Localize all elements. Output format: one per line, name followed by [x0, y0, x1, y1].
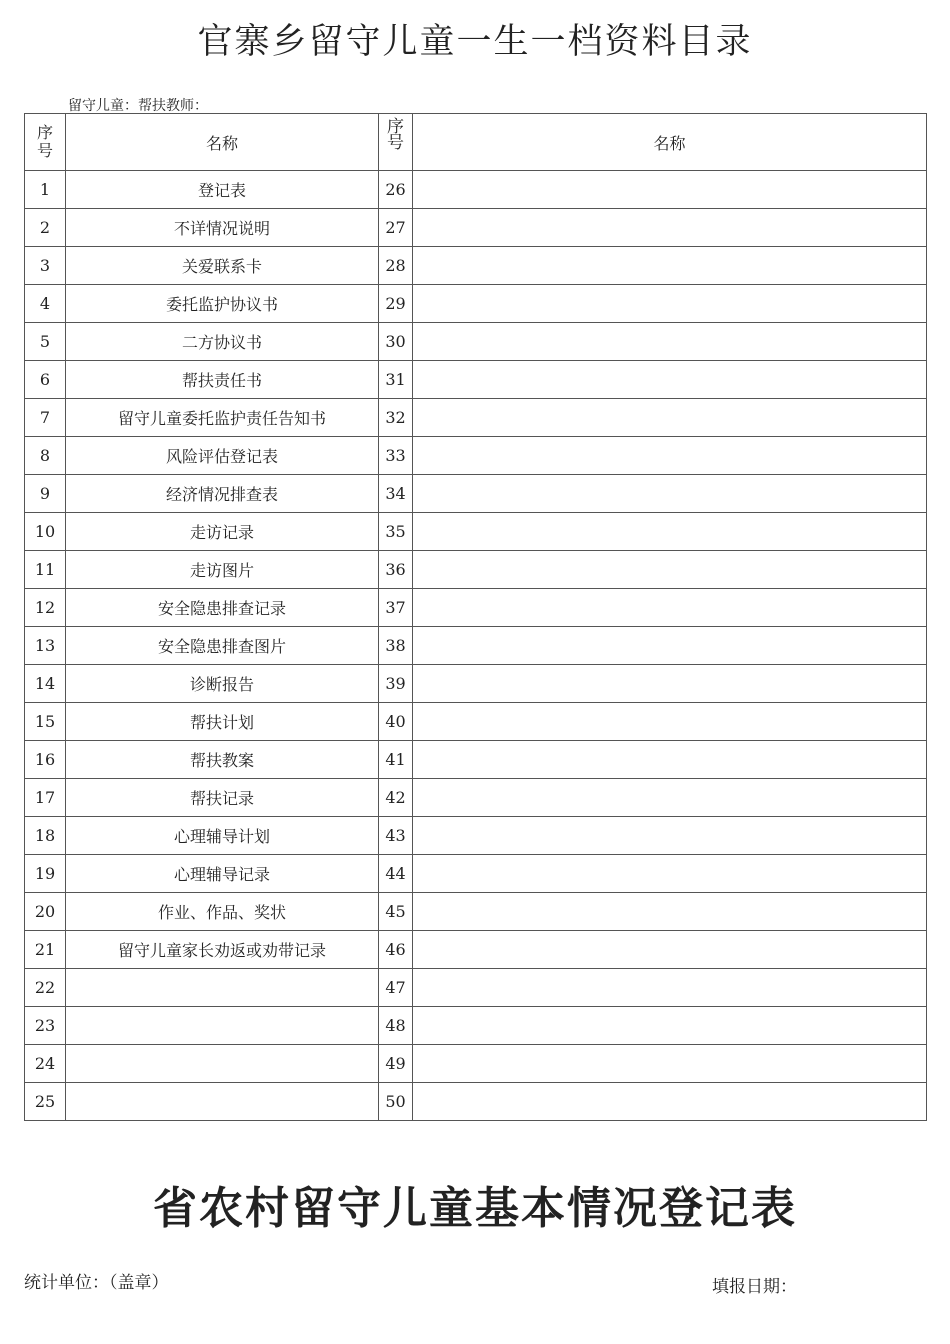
seq-cell-left: 25 [25, 1083, 66, 1121]
table-row [25, 855, 927, 893]
table-row [25, 1083, 927, 1121]
seq-cell-right: 39 [379, 665, 413, 703]
name-cell-left: 不详情况说明 [66, 209, 379, 247]
seq-cell-left: 11 [25, 551, 66, 589]
name-cell-left [66, 969, 379, 1007]
seq-cell-right: 44 [379, 855, 413, 893]
seq-cell-left: 4 [25, 285, 66, 323]
name-cell-right [413, 779, 927, 817]
seq-cell-right: 37 [379, 589, 413, 627]
name-cell-left: 帮扶记录 [66, 779, 379, 817]
seq-cell-left: 15 [25, 703, 66, 741]
name-cell-right [413, 1007, 927, 1045]
name-cell-right [413, 855, 927, 893]
seq-cell-right: 36 [379, 551, 413, 589]
seq-cell-right: 47 [379, 969, 413, 1007]
name-cell-right [413, 285, 927, 323]
table-row [25, 589, 927, 627]
registration-form-title: 省农村留守儿童基本情况登记表 [153, 1183, 797, 1234]
name-cell-left: 帮扶计划 [66, 703, 379, 741]
table-row [25, 437, 927, 475]
seq-cell-left: 3 [25, 247, 66, 285]
statistics-unit-label: 统计单位：（盖章） [24, 1273, 169, 1293]
name-cell-right [413, 931, 927, 969]
table-row [25, 551, 927, 589]
name-cell-right [413, 437, 927, 475]
name-cell-left: 关爱联系卡 [66, 247, 379, 285]
fill-date-label: 填报日期： [712, 1277, 797, 1297]
seq-cell-right: 42 [379, 779, 413, 817]
page-title: 官寨乡留守儿童一生一档资料目录 [197, 22, 753, 62]
name-cell-right [413, 589, 927, 627]
table-row [25, 323, 927, 361]
name-cell-right [413, 1083, 927, 1121]
table-row [25, 665, 927, 703]
name-cell-left: 帮扶责任书 [66, 361, 379, 399]
name-cell-left: 风险评估登记表 [66, 437, 379, 475]
seq-cell-right: 30 [379, 323, 413, 361]
seq-cell-left: 7 [25, 399, 66, 437]
seq-cell-right: 26 [379, 171, 413, 209]
table-row [25, 171, 927, 209]
seq-cell-left: 16 [25, 741, 66, 779]
seq-cell-right: 41 [379, 741, 413, 779]
name-cell-right [413, 703, 927, 741]
name-cell-right [413, 969, 927, 1007]
name-cell-left: 安全隐患排查图片 [66, 627, 379, 665]
table-header-row [25, 114, 927, 171]
name-cell-right [413, 627, 927, 665]
seq-cell-left: 6 [25, 361, 66, 399]
name-cell-left: 安全隐患排查记录 [66, 589, 379, 627]
name-cell-left: 帮扶教案 [66, 741, 379, 779]
name-cell-left [66, 1083, 379, 1121]
name-cell-right [413, 741, 927, 779]
seq-cell-left: 1 [25, 171, 66, 209]
seq-cell-right: 27 [379, 209, 413, 247]
name-cell-left: 留守儿童委托监护责任告知书 [66, 399, 379, 437]
name-cell-right [413, 399, 927, 437]
seq-cell-right: 32 [379, 399, 413, 437]
child-teacher-line: 留守儿童：帮扶教师： [68, 98, 208, 114]
seq-cell-left: 5 [25, 323, 66, 361]
name-cell-right [413, 551, 927, 589]
seq-cell-left: 23 [25, 1007, 66, 1045]
name-cell-right [413, 513, 927, 551]
table-row [25, 627, 927, 665]
seq-cell-right: 34 [379, 475, 413, 513]
seq-cell-left: 24 [25, 1045, 66, 1083]
seq-cell-right: 28 [379, 247, 413, 285]
name-cell-left: 心理辅导计划 [66, 817, 379, 855]
name-cell-left: 心理辅导记录 [66, 855, 379, 893]
seq-cell-right: 38 [379, 627, 413, 665]
header-seq-right: 序 号 [379, 114, 413, 171]
name-cell-left: 经济情况排查表 [66, 475, 379, 513]
name-cell-left [66, 1045, 379, 1083]
seq-cell-right: 43 [379, 817, 413, 855]
name-cell-right [413, 475, 927, 513]
seq-cell-left: 2 [25, 209, 66, 247]
table-row [25, 703, 927, 741]
table-row [25, 247, 927, 285]
name-cell-left: 走访图片 [66, 551, 379, 589]
seq-cell-left: 17 [25, 779, 66, 817]
name-cell-left [66, 1007, 379, 1045]
seq-cell-left: 19 [25, 855, 66, 893]
name-cell-left: 二方协议书 [66, 323, 379, 361]
seq-cell-left: 9 [25, 475, 66, 513]
header-name-right: 名称 [413, 114, 927, 171]
seq-cell-right: 33 [379, 437, 413, 475]
name-cell-right [413, 209, 927, 247]
table-row [25, 513, 927, 551]
name-cell-left: 走访记录 [66, 513, 379, 551]
name-cell-left: 留守儿童家长劝返或劝带记录 [66, 931, 379, 969]
seq-cell-right: 31 [379, 361, 413, 399]
table-row [25, 969, 927, 1007]
name-cell-right [413, 323, 927, 361]
seq-cell-right: 50 [379, 1083, 413, 1121]
seq-cell-left: 8 [25, 437, 66, 475]
seq-cell-left: 21 [25, 931, 66, 969]
table-row [25, 361, 927, 399]
name-cell-left: 诊断报告 [66, 665, 379, 703]
seq-cell-right: 49 [379, 1045, 413, 1083]
seq-cell-right: 45 [379, 893, 413, 931]
table-row [25, 741, 927, 779]
table-row [25, 1007, 927, 1045]
header-name-left: 名称 [66, 114, 379, 171]
name-cell-right [413, 893, 927, 931]
seq-cell-left: 13 [25, 627, 66, 665]
name-cell-left: 委托监护协议书 [66, 285, 379, 323]
table-row [25, 931, 927, 969]
table-row [25, 1045, 927, 1083]
table-row [25, 399, 927, 437]
table-row [25, 475, 927, 513]
header-seq-left: 序 号 [25, 114, 66, 171]
name-cell-right [413, 665, 927, 703]
table-row [25, 893, 927, 931]
seq-cell-left: 20 [25, 893, 66, 931]
name-cell-left: 登记表 [66, 171, 379, 209]
name-cell-right [413, 171, 927, 209]
seq-cell-left: 10 [25, 513, 66, 551]
seq-cell-right: 48 [379, 1007, 413, 1045]
seq-cell-left: 12 [25, 589, 66, 627]
seq-cell-right: 40 [379, 703, 413, 741]
seq-cell-right: 46 [379, 931, 413, 969]
name-cell-right [413, 247, 927, 285]
seq-cell-left: 14 [25, 665, 66, 703]
name-cell-right [413, 817, 927, 855]
name-cell-right [413, 361, 927, 399]
table-row [25, 779, 927, 817]
directory-table [24, 113, 927, 1121]
seq-cell-left: 18 [25, 817, 66, 855]
table-row [25, 285, 927, 323]
seq-cell-right: 29 [379, 285, 413, 323]
table-row [25, 209, 927, 247]
table-row [25, 817, 927, 855]
seq-cell-right: 35 [379, 513, 413, 551]
seq-cell-left: 22 [25, 969, 66, 1007]
name-cell-right [413, 1045, 927, 1083]
name-cell-left: 作业、作品、奖状 [66, 893, 379, 931]
